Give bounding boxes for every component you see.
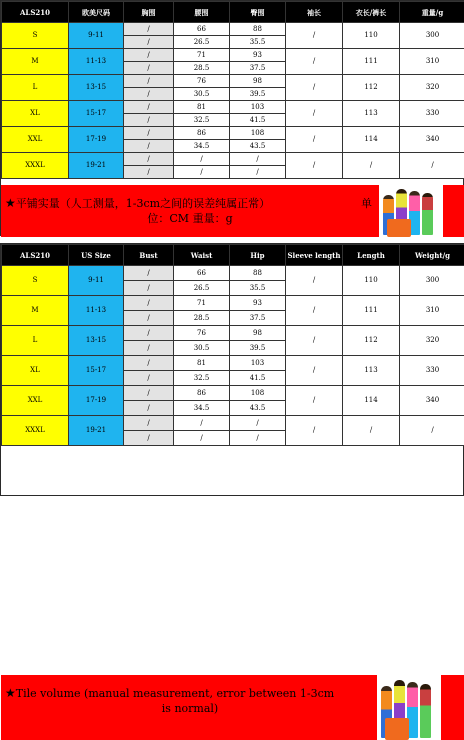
sleeve-cell: / [286, 23, 343, 49]
us-size-cell: 9-11 [69, 266, 124, 296]
hip-cm-cell: 108 [230, 127, 286, 140]
header-weight: 重量/g [400, 2, 464, 23]
header-length: Length [343, 245, 400, 266]
length-cell: 113 [343, 356, 400, 386]
product-thumbnail [377, 675, 441, 740]
hip-cm-cell: 93 [230, 49, 286, 62]
waist-inch-cell: 32.5 [174, 114, 230, 127]
note-line-1: Tile volume (manual measurement, error between 1-3cm [16, 687, 334, 700]
note-line-1: 平铺实量（人工测量，1-3cm之间的误差纯属正常） [16, 197, 270, 210]
table-row [2, 49, 464, 62]
table-header-row [2, 2, 464, 23]
hip-inch-cell: / [230, 431, 286, 446]
header-bust: Bust [124, 245, 174, 266]
waist-cm-cell: 76 [174, 326, 230, 341]
sleeve-cell: / [286, 75, 343, 101]
bust-cm-cell: / [124, 127, 174, 140]
star-icon: ★ [5, 196, 16, 210]
hip-inch-cell: 37.5 [230, 311, 286, 326]
sleeve-cell: / [286, 326, 343, 356]
hip-cm-cell: / [230, 416, 286, 431]
hip-inch-cell: 43.5 [230, 401, 286, 416]
sleeve-cell: / [286, 356, 343, 386]
size-cell: XL [2, 356, 69, 386]
hip-inch-cell: 35.5 [230, 281, 286, 296]
hip-cm-cell: 98 [230, 326, 286, 341]
bust-cm-cell: / [124, 75, 174, 88]
waist-cm-cell: 86 [174, 127, 230, 140]
size-cell: XXL [2, 127, 69, 153]
waist-cm-cell: 71 [174, 49, 230, 62]
table-row [2, 326, 464, 341]
bust-cm-cell: / [124, 356, 174, 371]
bust-inch-cell: / [124, 88, 174, 101]
sleeve-cell: / [286, 49, 343, 75]
header-waist: Waist [174, 245, 230, 266]
bust-inch-cell: / [124, 62, 174, 75]
hip-cm-cell: 108 [230, 386, 286, 401]
hip-cm-cell: 98 [230, 75, 286, 88]
table-row [2, 416, 464, 431]
us-size-cell: 9-11 [69, 23, 124, 49]
hip-inch-cell: / [230, 166, 286, 179]
size-cell: XL [2, 101, 69, 127]
sleeve-cell: / [286, 416, 343, 446]
star-icon: ★ [5, 686, 16, 700]
waist-inch-cell: / [174, 431, 230, 446]
table-row [2, 127, 464, 140]
length-cell: 112 [343, 75, 400, 101]
waist-cm-cell: 81 [174, 356, 230, 371]
weight-cell: / [400, 153, 464, 179]
waist-cm-cell: 66 [174, 23, 230, 36]
sleeve-cell: / [286, 153, 343, 179]
table-row [2, 153, 464, 166]
waist-cm-cell: 66 [174, 266, 230, 281]
waist-cm-cell: / [174, 416, 230, 431]
us-size-cell: 13-15 [69, 75, 124, 101]
length-cell: 110 [343, 23, 400, 49]
bust-inch-cell: / [124, 36, 174, 49]
us-size-cell: 17-19 [69, 386, 124, 416]
hip-inch-cell: 43.5 [230, 140, 286, 153]
waist-inch-cell: 34.5 [174, 140, 230, 153]
waist-cm-cell: 81 [174, 101, 230, 114]
weight-cell: 340 [400, 127, 464, 153]
bust-inch-cell: / [124, 311, 174, 326]
size-cell: M [2, 296, 69, 326]
sleeve-cell: / [286, 296, 343, 326]
header-length: 衣长/裤长 [343, 2, 400, 23]
weight-cell: 330 [400, 101, 464, 127]
length-cell: / [343, 153, 400, 179]
hip-inch-cell: 41.5 [230, 371, 286, 386]
length-cell: 110 [343, 266, 400, 296]
waist-cm-cell: 86 [174, 386, 230, 401]
waist-inch-cell: 28.5 [174, 311, 230, 326]
weight-cell: 320 [400, 326, 464, 356]
hip-cm-cell: 88 [230, 266, 286, 281]
hip-cm-cell: 88 [230, 23, 286, 36]
length-cell: 111 [343, 49, 400, 75]
bust-inch-cell: / [124, 401, 174, 416]
weight-cell: 330 [400, 356, 464, 386]
waist-inch-cell: 34.5 [174, 401, 230, 416]
bust-cm-cell: / [124, 266, 174, 281]
header-hip: Hip [230, 245, 286, 266]
bust-cm-cell: / [124, 326, 174, 341]
header-hip: 臀围 [230, 2, 286, 23]
header-sleeve: Sleeve length [286, 245, 343, 266]
hip-cm-cell: 103 [230, 356, 286, 371]
waist-inch-cell: 30.5 [174, 88, 230, 101]
header-weight: Weight/g [400, 245, 464, 266]
size-cell: S [2, 23, 69, 49]
note-unit: 单 [361, 195, 372, 211]
table-row [2, 296, 464, 311]
bust-inch-cell: / [124, 166, 174, 179]
hip-inch-cell: 37.5 [230, 62, 286, 75]
table-row [2, 266, 464, 281]
bust-inch-cell: / [124, 371, 174, 386]
bust-cm-cell: / [124, 23, 174, 36]
bust-inch-cell: / [124, 341, 174, 356]
hip-inch-cell: 39.5 [230, 341, 286, 356]
header-style: ALS210 [2, 2, 69, 23]
header-us-size: US Size [69, 245, 124, 266]
waist-inch-cell: 26.5 [174, 36, 230, 49]
note-line-2: 位：CM 重量：g [5, 212, 375, 227]
sleeve-cell: / [286, 127, 343, 153]
waist-inch-cell: 30.5 [174, 341, 230, 356]
waist-inch-cell: 32.5 [174, 371, 230, 386]
product-thumbnail [379, 185, 443, 237]
table-row [2, 101, 464, 114]
size-chart-cn [0, 0, 464, 236]
length-cell: 112 [343, 326, 400, 356]
us-size-cell: 13-15 [69, 326, 124, 356]
length-cell: 111 [343, 296, 400, 326]
length-cell: 114 [343, 127, 400, 153]
size-table-cn [1, 1, 464, 179]
hip-cm-cell: 103 [230, 101, 286, 114]
hip-inch-cell: 39.5 [230, 88, 286, 101]
header-style: ALS210 [2, 245, 69, 266]
bust-cm-cell: / [124, 296, 174, 311]
size-table-en [1, 244, 464, 446]
size-cell: L [2, 75, 69, 101]
sleeve-cell: / [286, 101, 343, 127]
size-cell: XXL [2, 386, 69, 416]
bust-inch-cell: / [124, 431, 174, 446]
us-size-cell: 15-17 [69, 101, 124, 127]
table-row [2, 386, 464, 401]
us-size-cell: 19-21 [69, 416, 124, 446]
weight-cell: 340 [400, 386, 464, 416]
size-cell: L [2, 326, 69, 356]
weight-cell: 300 [400, 23, 464, 49]
header-bust: 胸围 [124, 2, 174, 23]
bust-inch-cell: / [124, 140, 174, 153]
size-chart-en [0, 243, 464, 496]
size-cell: M [2, 49, 69, 75]
size-cell: XXXL [2, 153, 69, 179]
weight-cell: / [400, 416, 464, 446]
table-header-row [2, 245, 464, 266]
weight-cell: 300 [400, 266, 464, 296]
header-us-size: 欧美尺码 [69, 2, 124, 23]
us-size-cell: 11-13 [69, 49, 124, 75]
table-row [2, 75, 464, 88]
weight-cell: 310 [400, 296, 464, 326]
bust-cm-cell: / [124, 49, 174, 62]
weight-cell: 320 [400, 75, 464, 101]
sleeve-cell: / [286, 386, 343, 416]
bust-cm-cell: / [124, 101, 174, 114]
hip-inch-cell: 35.5 [230, 36, 286, 49]
table-row [2, 356, 464, 371]
weight-cell: 310 [400, 49, 464, 75]
sleeve-cell: / [286, 266, 343, 296]
size-cell: S [2, 266, 69, 296]
length-cell: / [343, 416, 400, 446]
bust-cm-cell: / [124, 416, 174, 431]
length-cell: 114 [343, 386, 400, 416]
note-line-2: is normal) [5, 702, 375, 717]
size-cell: XXXL [2, 416, 69, 446]
length-cell: 113 [343, 101, 400, 127]
header-sleeve: 袖长 [286, 2, 343, 23]
bust-inch-cell: / [124, 281, 174, 296]
us-size-cell: 11-13 [69, 296, 124, 326]
hip-cm-cell: / [230, 153, 286, 166]
us-size-cell: 15-17 [69, 356, 124, 386]
waist-cm-cell: 76 [174, 75, 230, 88]
us-size-cell: 19-21 [69, 153, 124, 179]
hip-inch-cell: 41.5 [230, 114, 286, 127]
waist-inch-cell: / [174, 166, 230, 179]
header-waist: 腰围 [174, 2, 230, 23]
bust-cm-cell: / [124, 386, 174, 401]
hip-cm-cell: 93 [230, 296, 286, 311]
waist-inch-cell: 26.5 [174, 281, 230, 296]
us-size-cell: 17-19 [69, 127, 124, 153]
waist-inch-cell: 28.5 [174, 62, 230, 75]
waist-cm-cell: 71 [174, 296, 230, 311]
waist-cm-cell: / [174, 153, 230, 166]
bust-inch-cell: / [124, 114, 174, 127]
bust-cm-cell: / [124, 153, 174, 166]
table-row [2, 23, 464, 36]
